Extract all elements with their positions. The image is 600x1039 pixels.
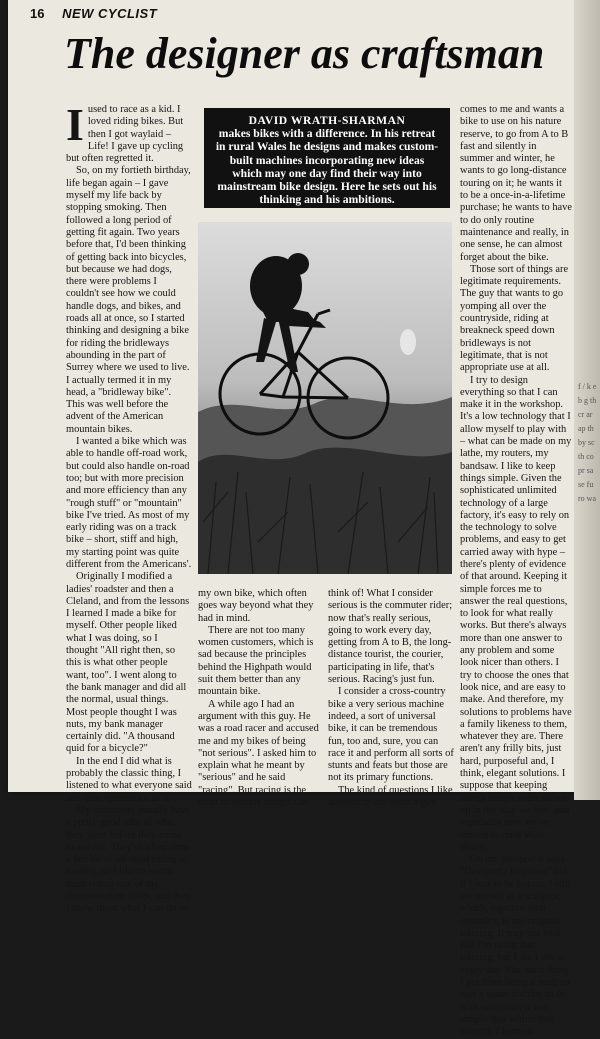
paragraph: In the end I did what is probably the classic thing, I listened to what everyone said and then ignored all of it.	[66, 755, 192, 804]
paragraph: my own bike, which often goes way beyond what they had in mind.	[198, 588, 314, 624]
magazine-page	[8, 0, 574, 1038]
body-column-3	[328, 588, 454, 809]
paragraph: used to race as a kid. I loved riding bikes. But then I got waylaid – Life! I gave up cycling but often regretted it.	[66, 104, 184, 165]
drop-cap: I	[66, 99, 84, 150]
body-column-4	[460, 104, 572, 1039]
cyclist-photo-image	[198, 222, 452, 574]
paragraph: On my passport it says "Designer / Engineer" but if I was to be honest, I still see myself as a sculptor, which, together with ceramics, is my original training. It may not look like I'm using that training, but I do. I use it every day. The main thing I got from being a sculptor was a sense nothing to do with sculpture; it was simply that within that context, I learned	[460, 854, 572, 1038]
paragraph: comes to me and wants a bike to use on his nature reserve, to go from A to B fast and silently in summer and winter, he wants to go long-distance touring on it; he wants it to be a once-in-a-lifetime purchase; he wants to have to do only routine maintenance and really, in one sense, he can almost forget about the bike.	[460, 104, 572, 263]
paragraph: The kind of questions I like answering are when a guy	[328, 784, 453, 809]
author-name: DAVID WRATH-SHARMAN	[248, 114, 406, 127]
page-header	[30, 6, 157, 21]
paragraph: Those sort of things are legitimate requirements. The guy that wants to go yomping all over the countryside, riding at breakneck speed down bridleways is not legitimate, that is not appropriate use at all.	[460, 263, 569, 374]
paragraph: Originally I modified a ladies' roadster and then a Cleland, and from the lessons I learned I made a bike for myself. Other people liked what I was doing, so I thought "All right then, so this is what other people want, too". I went along to the bank manager and did all the normal, usual things. Most people thought I was nuts, my bank manager certainly did. "A thousand quid for a bicycle?"	[66, 571, 190, 755]
body-column-2	[198, 588, 324, 809]
paragraph: There are not too many women customers, which is sad because the principles behind the Highpath would suit them better than any mountain bike.	[198, 624, 314, 698]
intro-text: makes bikes with a difference. In his retreat in rural Wales he designs and makes custom-built machines incorporating new ideas which may one day find their way into mainstream bike design. Here he sets out his thinking and his ambitions.	[215, 127, 439, 207]
paragraph: think of! What I consider serious is the commuter rider; now that's really serious, going to work every day, getting from A to B, the long-distance tourist, the courier, participating in life, that's serious. Racing's just fun.	[328, 588, 453, 686]
article-headline: The designer as craftsman	[64, 29, 545, 78]
cyclist-photo	[198, 222, 452, 574]
body-column-1	[66, 99, 192, 916]
paragraph: I wanted a bike which was able to handle off-road work, but could also handle on-road too; but with more precision and more efficiency than any "rough stuff" or "mountain" bike I've tried. As most of my early riding was on a track bike – short, stiff and high, my starting point was quite different from the Americans'.	[66, 436, 192, 570]
page-number: 16	[30, 6, 45, 21]
paragraph: A while ago I had an argument with this guy. He was a road racer and accused me and my bikes of being "not serious". I asked him to explain what he meant by "serious" and he said "racing". But racing is the most unserious thing I can	[198, 698, 319, 809]
intro-box	[204, 108, 450, 208]
facing-page-text: f / k e b g th cr ar ap th by sc th co pr sa se fu ro wa	[578, 382, 597, 503]
paragraph: So, on my fortieth birthday, life began again – I gave myself my life back by stopping smoking. Then followed a long period of getting fit again. Two years before that, I'd been thinking of getting back into bicycles, but because we had dogs, there were problems I couldn't see how we could handle dogs, and bikes, and roads all at once, so I started thinking and designing a bike for riding the bridleways abounding in the part of Surrey where we used to live. I actually termed it in my head, a "bridleway bike". This was well before the advent of the American mountain bikes.	[66, 165, 191, 435]
paragraph: I consider a cross-country bike a very serious machine indeed, a sort of universal bike, it can be tremendous fun, too and, sure, you can race it and perform all sorts of stunts and feats but those are not its primary functions.	[328, 686, 454, 784]
paragraph: I try to design everything so that I can make it in the workshop. It's a low technology that I allow myself to play with – what can be made on my lathe, my routers, my bandsaw. I like to keep things simple. Given the sophisticated unlimited technology of a large factory, it's easy to rely on the technology to solve problems, and easy to get carried away with hype – there's plenty of evidence of that around. Keeping it simple forces me to answer the real questions, to look for what really works. But there's always more than one answer to any problem and some look nicer than others. I try to choose the ones that look nice, and are easy to make. And therefore, my solutions to problems have a family likeness to them, whatever they are. There aren't any frilly bits, just hard, purposeful and, I think, elegant solutions. I suppose that keeping things simple even shows up in the way we live, and especially now we've moved to rural West Wales.	[460, 374, 572, 853]
magazine-name: NEW CYCLIST	[62, 6, 158, 21]
paragraph: My customers usually have a pretty good idea of what they want before they come to see me. They've often done a fair bit of off-road riding or touring, so I like to watch them riding one of my demonstration bikes, and then I show them what I can do on	[66, 804, 191, 915]
